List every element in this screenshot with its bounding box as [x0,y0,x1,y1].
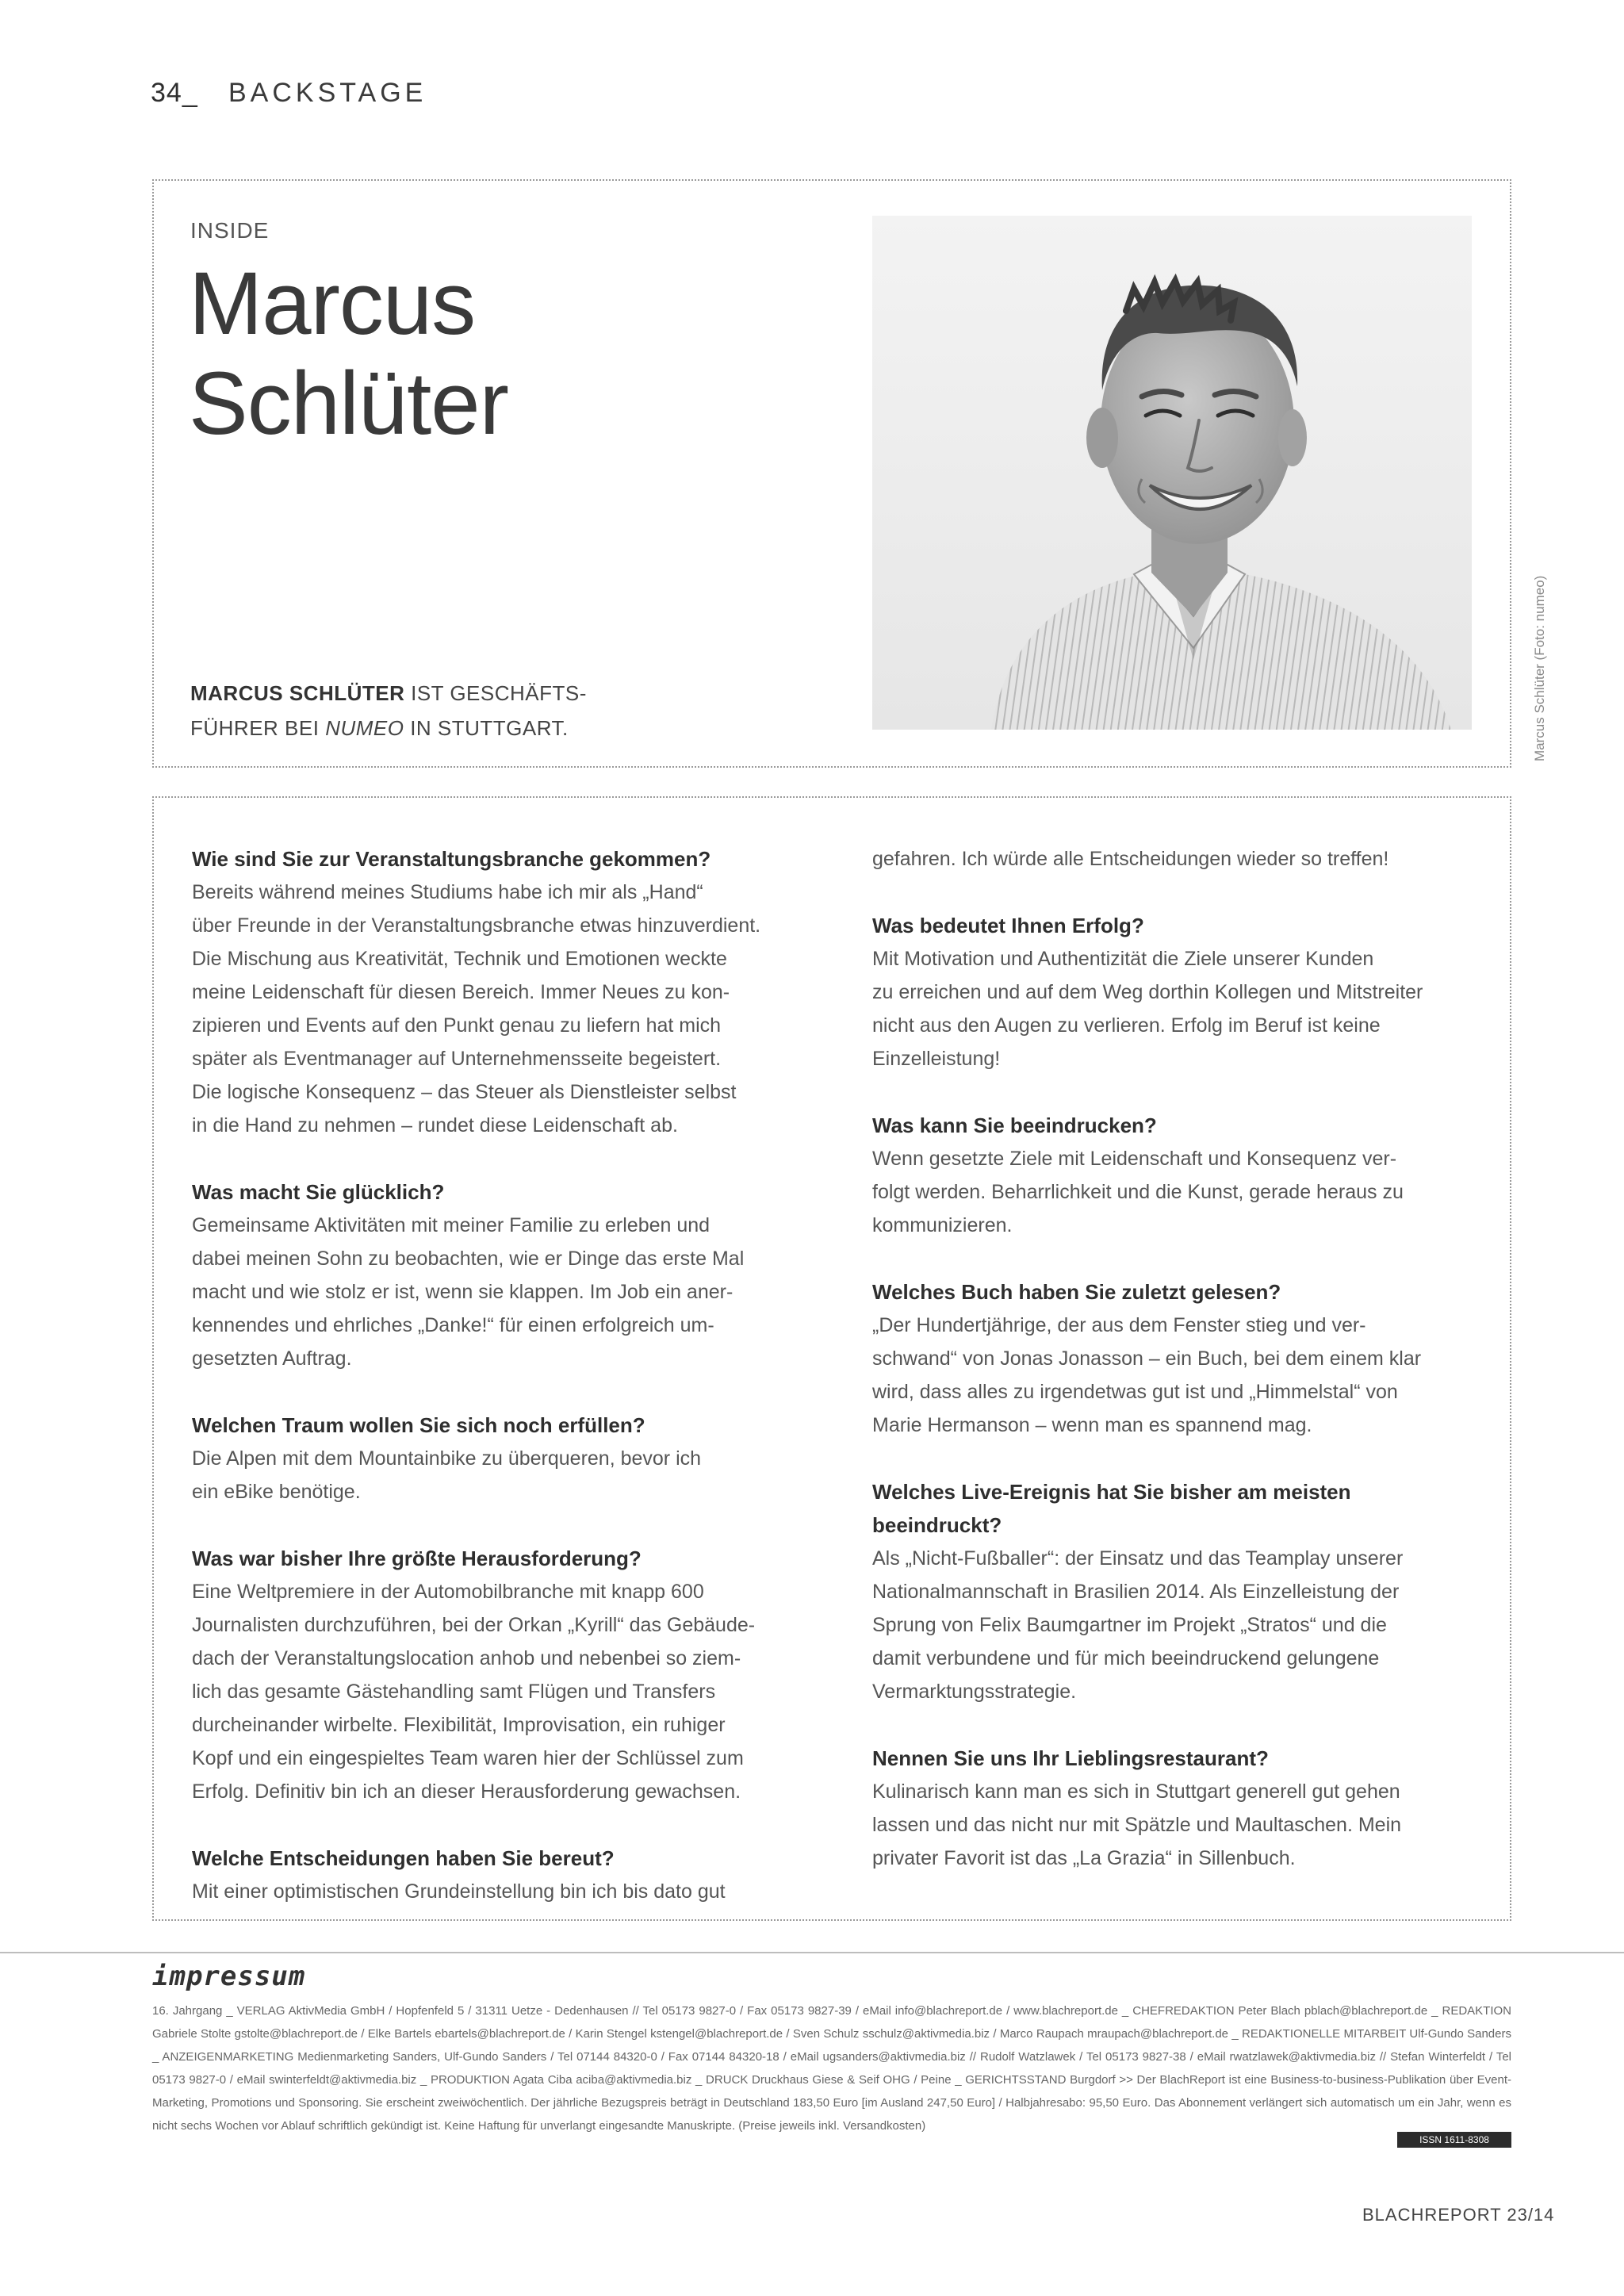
issn-badge: ISSN 1611-8308 [1397,2132,1511,2148]
answer-line: Vermarktungsstrategie. [872,1681,1077,1703]
portrait-photo [872,216,1472,730]
answer [192,1209,795,1375]
answer-line: zipieren und Events auf den Punkt genau zu liefern hat mich [192,1014,722,1037]
answer [872,1542,1475,1708]
qa-block [872,1475,1475,1708]
answer [192,876,795,1142]
answer-line: kennendes und ehrliches „Danke!“ für einen erfolgreich um- [192,1314,714,1336]
qa-block [872,1109,1475,1242]
answer-line: damit verbundene und für mich beeindruckend gelungene [872,1647,1380,1669]
answer-line: Bereits während meines Studiums habe ich mir als „Hand“ [192,881,703,903]
answer-line: Mit einer optimistischen Grundeinstellung bin ich bis dato gut [192,1880,726,1903]
qa-block [192,1175,795,1375]
answer [872,1309,1475,1442]
qa-block [192,1542,795,1808]
answer-line: nicht aus den Augen zu verlieren. Erfolg im Beruf ist keine [872,1014,1381,1037]
answer [872,1775,1475,1875]
answer-line: Mit Motivation und Authentizität die Ziele unserer Kunden [872,948,1374,970]
answer-line: macht und wie stolz er ist, wenn sie klappen. Im Job ein aner- [192,1281,733,1303]
impressum-divider [0,1952,1624,1953]
answer-line: Gemeinsame Aktivitäten mit meiner Familie zu erleben und [192,1214,710,1236]
answer-line: Nationalmannschaft in Brasilien 2014. Als Einzelleistung der [872,1581,1400,1603]
answer-line: Marie Hermanson – wenn man es spannend mag. [872,1414,1312,1436]
qa-block-continued [872,842,1475,876]
portrait-illustration [872,216,1472,730]
kicker-label: INSIDE [190,218,270,243]
answer [872,942,1475,1075]
intro-text3: IN STUTTGART. [404,716,569,740]
question: Was war bisher Ihre größte Herausforderung? [192,1547,642,1570]
answer-line: schwand“ von Jonas Jonasson – ein Buch, bei dem einem klar [872,1347,1422,1370]
answer-line: über Freunde in der Veranstaltungsbranche etwas hinzuverdient. [192,914,761,937]
qa-block [872,1742,1475,1875]
answer-line: in die Hand zu nehmen – rundet diese Leidenschaft ab. [192,1114,678,1137]
photo-credit: Marcus Schlüter (Foto: numeo) [1532,575,1547,761]
answer-line: Journalisten durchzuführen, bei der Orkan „Kyrill“ das Gebäude- [192,1614,756,1636]
page-number: 34_ [151,78,198,108]
magazine-issue: BLACHREPORT 23/14 [1362,2205,1555,2225]
answer-line: Die Mischung aus Kreativität, Technik und Emotionen weckte [192,948,727,970]
answer-line: Wenn gesetzte Ziele mit Leidenschaft und Konsequenz ver- [872,1148,1397,1170]
answer-line: Eine Weltpremiere in der Automobilbranche mit knapp 600 [192,1581,704,1603]
answer [872,1142,1475,1242]
person-name [189,254,508,454]
question: Was macht Sie glücklich? [192,1180,445,1204]
impressum-text: 16. Jahrgang _ VERLAG AktivMedia GmbH / Hopfenfeld 5 / 31311 Uetze - Dedenhausen // Tel 05173 9827-0 / Fax 05173 9827-39 / eMail info@blachreport.de / www.blachreport.de _ CHEFREDAKTION Peter Blach pblach@blachreport.de _ REDAKTION Gabriele Stolte gstolte@blachreport.de / Elke Bartels ebartels@blachreport.de / Karin Stengel kstengel@blachreport.de / Sven Schulz sschulz@aktivmedia.biz / Marco Raupach mraupach@blachreport.de _ REDAKTIONELLE MITARBEIT Ulf-Gundo Sanders _ ANZEIGENMARKETING Medienmarketing Sanders, Ulf-Gundo Sanders / Tel 07144 84320-0 / Fax 07144 84320-18 / eMail ugsanders@aktivmedia.biz // Rudolf Watzlawek / Tel 05173 9827-38 / eMail rwatzlawek@aktivmedia.biz // Stefan Winterfeldt / Tel 05173 9827-0 / eMail swinterfeldt@aktivmedia.biz _ PRODUKTION Agata Ciba aciba@aktivmedia.biz _ DRUCK Druckhaus Giese & Seif OHG / Peine _ GERICHTSSTAND Burgdorf >> Der BlachReport ist eine Business-to-business-Publikation über Event-Marketing, Promotions und Sponsoring. Sie erscheint zweiwöchentlich. Der jährliche Bezugspreis beträgt in Deutschland 183,50 Euro [im Ausland 247,50 Euro] / Halbjahresabo: 95,50 Euro. Das Abonnement verlängert sich automatisch um ein Jahr, wenn es nicht sechs Wochen vor Ablauf schriftlich gekündigt ist. Keine Haftung für unverlangt eingesandte Manuskripte. (Preise jeweils inkl. Versandkosten) [152,2004,1511,2133]
intro-text1: IST GESCHÄFTS- [404,681,587,705]
answer-line: Die Alpen mit dem Mountainbike zu überqueren, bevor ich [192,1447,702,1470]
qa-block [872,909,1475,1075]
question: Welche Entscheidungen haben Sie bereut? [192,1846,615,1870]
answer-line: wird, dass alles zu irgendetwas gut ist und „Himmelstal“ von [872,1381,1398,1403]
section-title: BACKSTAGE [228,78,427,108]
interview-column-right [872,842,1475,1908]
answer-line: dabei meinen Sohn zu beobachten, wie er Dinge das erste Mal [192,1248,745,1270]
answer-line: Als „Nicht-Fußballer“: der Einsatz und das Teamplay unserer [872,1547,1404,1570]
question: Nennen Sie uns Ihr Lieblingsrestaurant? [872,1746,1269,1770]
answer-line: Erfolg. Definitiv bin ich an dieser Herausforderung gewachsen. [192,1780,741,1803]
answer-line: Kulinarisch kann man es sich in Stuttgart generell gut gehen [872,1780,1400,1803]
question: Welches Buch haben Sie zuletzt gelesen? [872,1280,1281,1304]
question: Wie sind Sie zur Veranstaltungsbranche gekommen? [192,847,711,871]
intro-text2: FÜHRER BEI [190,716,326,740]
answer-line: dach der Veranstaltungslocation anhob und nebenbei so ziem- [192,1647,741,1669]
answer-line: gefahren. Ich würde alle Entscheidungen wieder so treffen! [872,848,1389,870]
answer-line: zu erreichen und auf dem Weg dorthin Kollegen und Mitstreiter [872,981,1423,1003]
answer-line: lich das gesamte Gästehandling samt Flügen und Transfers [192,1681,716,1703]
answer-line: durcheinander wirbelte. Flexibilität, Improvisation, ein ruhiger [192,1714,726,1736]
intro-company: NUMEO [325,716,404,740]
qa-block [192,842,795,1142]
qa-block [872,1275,1475,1442]
answer-line: Sprung von Felix Baumgartner im Projekt „Stratos“ und die [872,1614,1387,1636]
answer-line: Die logische Konsequenz – das Steuer als Dienstleister selbst [192,1081,737,1103]
interview-column-left [192,842,795,1941]
answer [192,1875,795,1908]
question: Welchen Traum wollen Sie sich noch erfüllen? [192,1413,645,1437]
impressum-title: impressum [152,1961,306,1992]
question: Welches Live-Ereignis hat Sie bisher am meisten beeindruckt? [872,1480,1351,1537]
person-name-line1: Marcus [189,254,476,353]
qa-block [192,1842,795,1908]
answer-line: kommunizieren. [872,1214,1013,1236]
answer-line: „Der Hundertjährige, der aus dem Fenster stieg und ver- [872,1314,1366,1336]
answer-line: Kopf und ein eingespieltes Team waren hier der Schlüssel zum [192,1747,744,1769]
qa-block [192,1409,795,1508]
answer [192,1442,795,1508]
answer [872,842,1475,876]
answer-line: ein eBike benötige. [192,1481,361,1503]
person-name-line2: Schlüter [189,354,508,453]
intro-name: MARCUS SCHLÜTER [190,681,405,705]
question: Was kann Sie beeindrucken? [872,1114,1157,1137]
answer-line: Einzelleistung! [872,1048,1001,1070]
intro-text [190,676,666,746]
answer [192,1575,795,1808]
answer-line: folgt werden. Beharrlichkeit und die Kunst, gerade heraus zu [872,1181,1404,1203]
answer-line: lassen und das nicht nur mit Spätzle und Maultaschen. Mein [872,1814,1402,1836]
answer-line: später als Eventmanager auf Unternehmensseite begeistert. [192,1048,722,1070]
answer-line: privater Favorit ist das „La Grazia“ in Sillenbuch. [872,1847,1296,1869]
answer-line: meine Leidenschaft für diesen Bereich. Immer Neues zu kon- [192,981,730,1003]
question: Was bedeutet Ihnen Erfolg? [872,914,1144,937]
answer-line: gesetzten Auftrag. [192,1347,352,1370]
